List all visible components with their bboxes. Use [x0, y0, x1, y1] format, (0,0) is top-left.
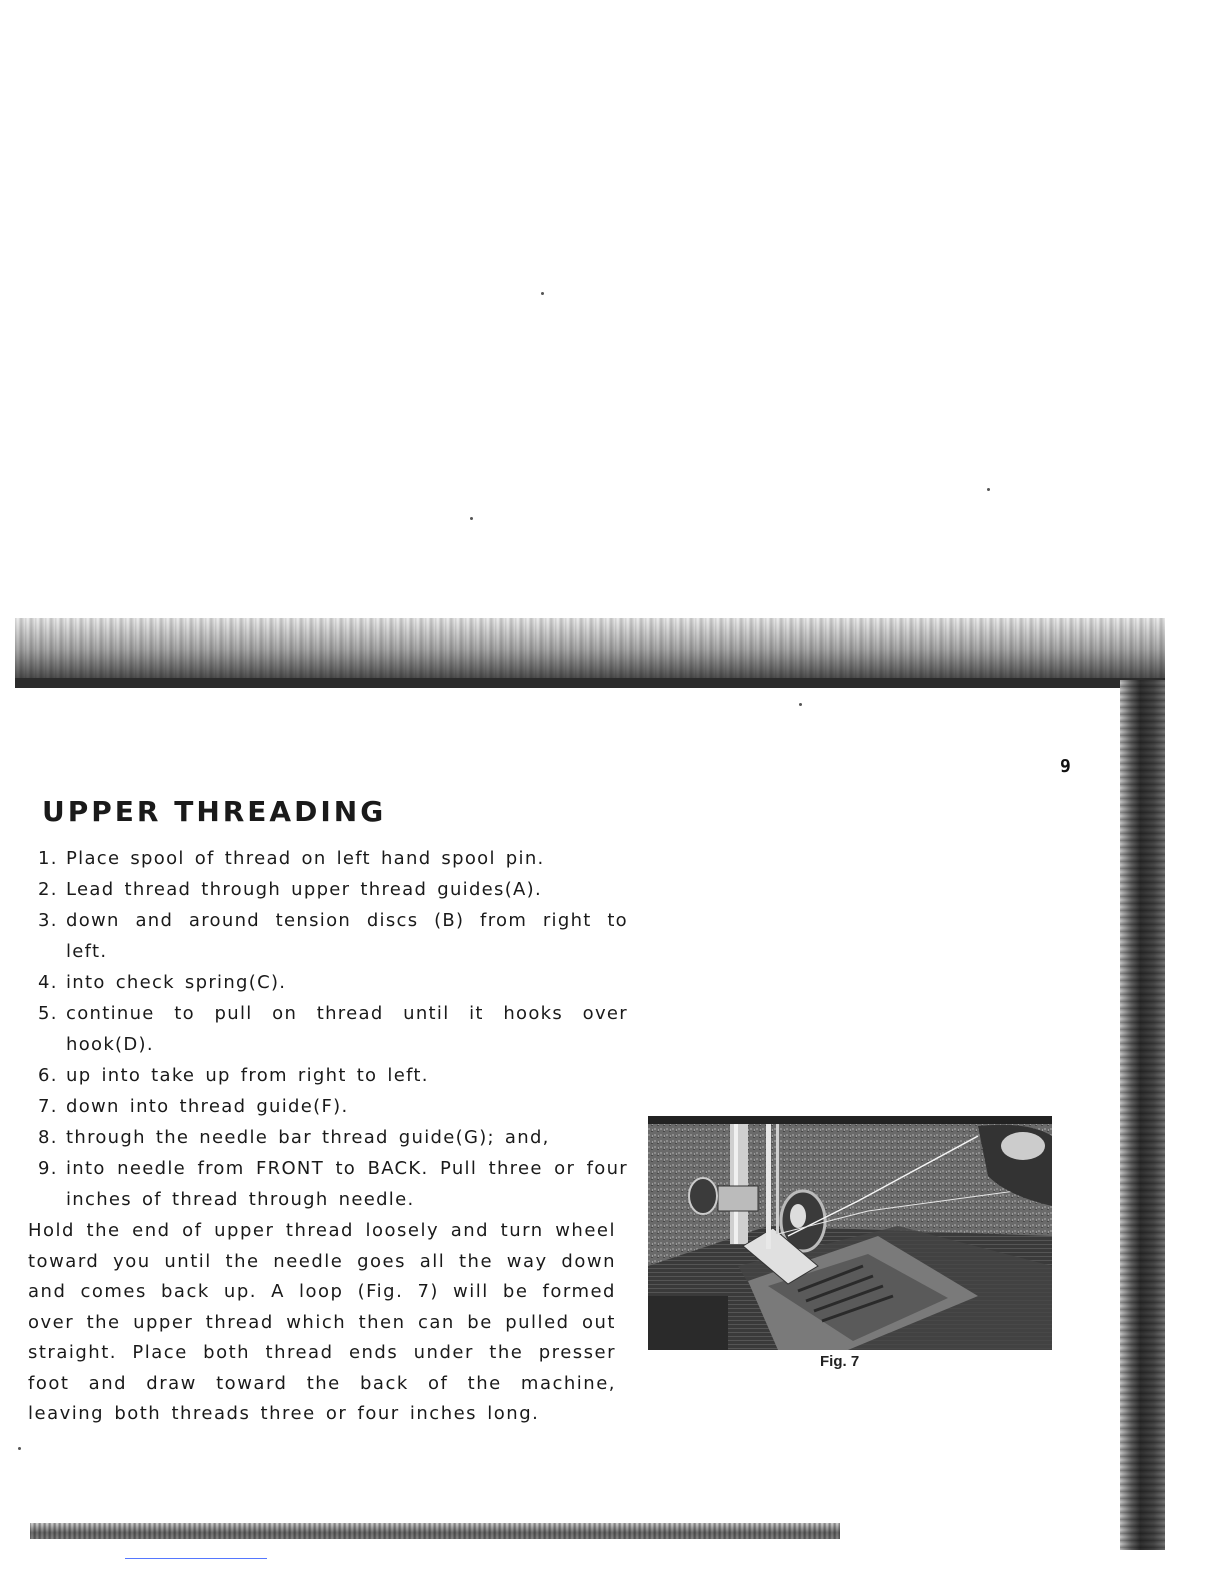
- step-number: 2.: [38, 879, 58, 900]
- section-title: UPPER THREADING: [42, 795, 387, 828]
- step-text: into needle from FRONT to BACK. Pull three or four inches of thread through needle.: [66, 1158, 628, 1210]
- step-text: into check spring(C).: [66, 972, 287, 993]
- scan-shadow-bottom: [30, 1523, 840, 1539]
- step-item: [38, 998, 628, 1060]
- step-item: [38, 843, 628, 874]
- step-item: [38, 967, 628, 998]
- step-number: 3.: [38, 910, 58, 931]
- page-number: 9: [1060, 756, 1071, 777]
- step-text: Lead thread through upper thread guides(A).: [66, 879, 543, 900]
- scan-speck: [799, 703, 802, 706]
- scan-speck: [987, 488, 990, 491]
- step-item: [38, 874, 628, 905]
- figure-caption: Fig. 7: [820, 1353, 860, 1370]
- step-text: down into thread guide(F).: [66, 1096, 349, 1117]
- step-number: 4.: [38, 972, 58, 993]
- step-text: through the needle bar thread guide(G); and,: [66, 1127, 550, 1148]
- step-number: 6.: [38, 1065, 58, 1086]
- step-item: [38, 1091, 628, 1122]
- step-text: continue to pull on thread until it hooks over hook(D).: [66, 1003, 628, 1055]
- threading-steps-list: [38, 843, 628, 1215]
- step-item: [38, 1060, 628, 1091]
- blue-underline-mark: [125, 1558, 267, 1559]
- scan-speck: [541, 292, 544, 295]
- step-number: 8.: [38, 1127, 58, 1148]
- step-number: 9.: [38, 1158, 58, 1179]
- scan-shadow-right: [1120, 680, 1165, 1550]
- step-item: [38, 1153, 628, 1215]
- step-number: 7.: [38, 1096, 58, 1117]
- scan-shadow-top: [15, 618, 1165, 688]
- step-text: up into take up from right to left.: [66, 1065, 429, 1086]
- step-item: [38, 905, 628, 967]
- scan-speck: [18, 1447, 21, 1450]
- sewing-machine-needle-area-image: [648, 1116, 1052, 1350]
- scan-speck: [470, 517, 473, 520]
- step-text: down and around tension discs (B) from right to left.: [66, 910, 628, 962]
- instruction-paragraph: Hold the end of upper thread loosely and turn wheel toward you until the needle goes all the way down and comes back up. A loop (Fig. 7) will be formed over the upper thread which then can be pulled out straight. Place both thread ends under the presser foot and draw toward the back of the machine, leaving both threads three or four inches long.: [28, 1220, 616, 1424]
- figure-7-photo: [648, 1116, 1052, 1350]
- step-text: Place spool of thread on left hand spool pin.: [66, 848, 545, 869]
- step-item: [38, 1122, 628, 1153]
- step-number: 1.: [38, 848, 58, 869]
- step-number: 5.: [38, 1003, 58, 1024]
